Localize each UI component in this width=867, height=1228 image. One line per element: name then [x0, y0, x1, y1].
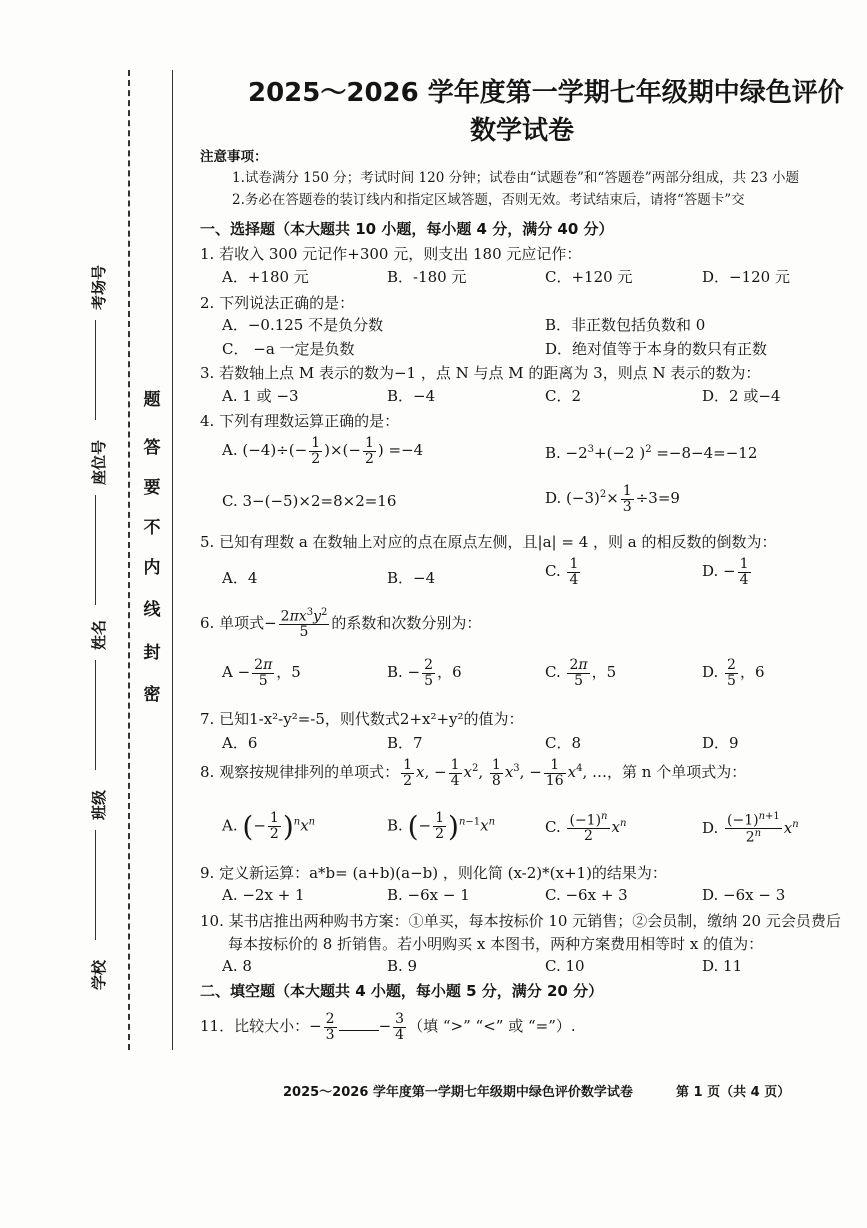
q1-option-d: D．−120 元 — [702, 268, 790, 286]
q7-option-d: D．9 — [702, 734, 739, 752]
q6-option-a: A − $\frac{2\pi}{5}$ ，5 — [222, 657, 301, 689]
q7-option-a: A．6 — [222, 734, 258, 752]
question-4-stem: 4. 下列有理数运算正确的是： — [200, 412, 400, 430]
question-2-stem: 2. 下列说法正确的是： — [200, 294, 355, 312]
question-9-stem: 9. 定义新运算：a*b= (a+b)(a−b) ，则化简 (x-2)*(x+1)的结果为： — [200, 864, 667, 882]
q8-option-c: C. $\frac{(-1)^n}{2}$ $x^n$ — [545, 811, 627, 845]
question-8-stem: 8. 观察按规律排列的单项式： $\frac{1}{2}$ x, − $\frac{1}{4}$ $x^2$, $\frac{1}{8}$ $x^3$, − $\frac{1}{16}$ $x^4$, …，第 n 个单项式为： — [200, 757, 747, 789]
q2-option-b: B．非正数包括负数和 0 — [545, 316, 706, 334]
question-11-stem: 11．比较大小：− $\frac{2}{3}$ − $\frac{3}{4}$ （填 “>” “<” 或 “=”）. — [200, 1011, 576, 1043]
q4-option-b: B. $-2^3+(-2$ )$^2$ =−8−4=−12 — [545, 444, 758, 462]
q9-option-c: C. −6x + 3 — [545, 886, 628, 904]
q3-option-d: D．2 或−4 — [702, 387, 781, 405]
q1-option-a: A．+180 元 — [222, 268, 309, 286]
question-3-stem: 3. 若数轴上点 M 表示的数为−1 ，点 N 与点 M 的距离为 3，则点 N 表示的数为： — [200, 364, 761, 382]
question-10-stem-line-1: 10. 某书店推出两种购书方案：①单买，每本按标价 10 元销售；②会员制，缴纳 20 元会员费后 — [200, 912, 841, 930]
q2-option-c: C． −a 一定是负数 — [222, 340, 355, 358]
q1-option-b: B．-180 元 — [387, 268, 467, 286]
q2-option-a: A．−0.125 不是负分数 — [222, 316, 384, 334]
seal-char: 不 — [143, 518, 161, 538]
class-blank — [95, 830, 96, 940]
q1-option-c: C．+120 元 — [545, 268, 633, 286]
q9-option-d: D. −6x − 3 — [702, 886, 786, 904]
binding-line — [172, 70, 173, 1050]
q8-option-b: B. (− $\frac{1}{2}$ )$^{n-1}x^n$ — [387, 810, 496, 843]
q7-option-c: C．8 — [545, 734, 582, 752]
q3-option-a: A. 1 或 −3 — [222, 387, 299, 405]
q9-option-a: A. −2x + 1 — [222, 886, 305, 904]
seal-char: 要 — [143, 478, 161, 498]
page-subtitle: 数学试卷 — [470, 116, 575, 146]
page-number: 第 1 页（共 4 页） — [676, 1085, 791, 1100]
name-blank — [95, 660, 96, 770]
q2-option-d: D．绝对值等于本身的数只有正数 — [545, 340, 768, 358]
footer-title: 2025～2026 学年度第一学期七年级期中绿色评价数学试卷 — [283, 1085, 633, 1100]
section-heading: 二、填空题（本大题共 4 小题，每小题 5 分，满分 20 分） — [200, 982, 604, 1000]
q6-option-b: B. − $\frac{2}{5}$ ，6 — [387, 657, 462, 689]
q8-option-d: D. $\frac{(-1)^{n+1}}{2^n}$ $x^n$ — [702, 811, 799, 846]
q3-option-c: C．2 — [545, 387, 582, 405]
q10-option-b: B. 9 — [387, 957, 418, 975]
q5-option-a: A．4 — [222, 569, 258, 587]
question-1-stem: 1. 若收入 300 元记作+300 元，则支出 180 元应记作： — [200, 245, 582, 263]
q6-option-d: D. $\frac{2}{5}$ ，6 — [702, 657, 765, 689]
question-5-stem: 5. 已知有理数 a 在数轴上对应的点在原点左侧，且|a| = 4 ，则 a 的相反数的倒数为： — [200, 533, 777, 551]
seal-char: 封 — [143, 643, 161, 663]
q5-option-d: D. − $\frac{1}{4}$ — [702, 556, 749, 588]
notice-line-2: 2.务必在答题卷的装订线内和指定区域答题，否则无效。考试结束后，请将“答题卡”交 — [232, 192, 745, 208]
q4-option-d: D. $(-3)^2\times$ $\frac{1}{3}$ ÷3=9 — [545, 483, 680, 515]
question-7-stem: 7. 已知1-x²-y²=-5，则代数式2+x²+y²的值为： — [200, 710, 524, 728]
q10-option-c: C. 10 — [545, 957, 585, 975]
exam-room-label: 考场号 — [90, 264, 108, 310]
seal-char: 题 — [143, 390, 161, 410]
dashed-cut-line — [128, 70, 130, 1050]
notice-line-1: 1.试卷满分 150 分；考试时间 120 分钟；试卷由“试题卷”和“答题卷”两部分组成，共 23 小题 — [232, 170, 799, 186]
school-label: 学校 — [90, 959, 108, 990]
question-10-stem-line-2: 每本按标价的 8 折销售。若小明购买 x 本图书，两种方案费用相等时 x 的值为： — [228, 935, 764, 953]
answer-blank[interactable] — [339, 1030, 379, 1031]
q10-option-a: A. 8 — [222, 957, 252, 975]
q8-option-a: A. (− $\frac{1}{2}$ )$^nx^n$ — [222, 810, 316, 843]
seal-char: 答 — [143, 438, 161, 458]
q4-option-a: A. (−4)÷(− $\frac{1}{2}$ )×(− $\frac{1}{2}$ ) =−4 — [222, 435, 424, 467]
q5-option-b: B．−4 — [387, 569, 436, 587]
notice-heading: 注意事项： — [200, 149, 268, 165]
seal-char: 密 — [143, 685, 161, 705]
q9-option-b: B. −6x − 1 — [387, 886, 470, 904]
q4-option-c: C. 3−(−5)×2=8×2=16 — [222, 492, 397, 510]
seal-char: 线 — [143, 600, 161, 620]
q5-option-c: C. $\frac{1}{4}$ — [545, 556, 579, 588]
q10-option-d: D. 11 — [702, 957, 743, 975]
name-label: 姓名 — [90, 619, 108, 650]
seal-char: 内 — [143, 558, 161, 578]
q7-option-b: B．7 — [387, 734, 423, 752]
seat-blank — [95, 495, 96, 605]
class-label: 班级 — [90, 789, 108, 820]
q6-option-c: C. $\frac{2\pi}{5}$ ，5 — [545, 657, 617, 689]
seat-label: 座位号 — [90, 439, 108, 485]
q3-option-b: B．−4 — [387, 387, 436, 405]
section-heading: 一、选择题（本大题共 10 小题，每小题 4 分，满分 40 分） — [200, 220, 614, 238]
page-title: 2025～2026 学年度第一学期七年级期中绿色评价 — [248, 78, 844, 108]
exam-room-blank — [95, 320, 96, 420]
question-6-stem: 6. 单项式− $\frac{2\pi x^3y^2}{5}$ 的系数和次数分别为： — [200, 607, 482, 641]
